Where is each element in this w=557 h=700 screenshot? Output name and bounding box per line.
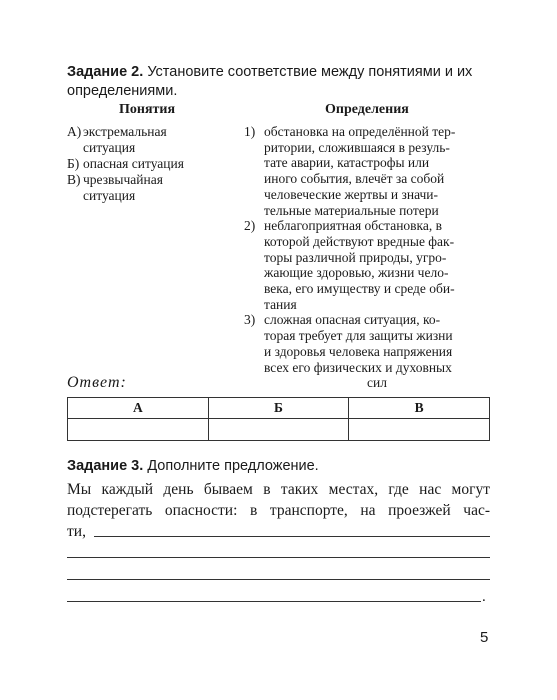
concept-item [67, 172, 242, 204]
definition-text: тате аварии, катастрофы или [264, 155, 430, 171]
definition-text: века, его имуществу и среде оби- [264, 281, 455, 297]
answer-line-3[interactable] [67, 579, 490, 580]
task-3-paragraph [67, 479, 490, 542]
answer-header-v: В [349, 398, 490, 419]
page-number: 5 [480, 629, 489, 646]
answer-header-a: А [68, 398, 209, 419]
paragraph-line: Мы каждый день бываем в таких местах, где нас могут [67, 481, 490, 498]
definitions-heading: Определения [325, 102, 409, 117]
concept-text: ситуация [83, 140, 136, 155]
definition-text: тельные материальные потери [264, 202, 439, 218]
concepts-heading: Понятия [119, 102, 176, 117]
concept-letter: А) [67, 124, 82, 139]
definition-number: 2) [244, 218, 256, 234]
task-3-heading [67, 457, 507, 476]
task-2-text-2: определениями. [67, 83, 178, 99]
answer-line-4[interactable] [67, 601, 481, 602]
concept-text: экстремальная [83, 124, 167, 139]
concept-text: ситуация [83, 188, 136, 203]
definition-number: 1) [244, 124, 256, 139]
definitions-list [244, 124, 490, 391]
definition-text: которой действуют вредные фак- [264, 233, 455, 249]
definition-item [244, 312, 490, 391]
concept-text: опасная ситуация [83, 156, 184, 171]
answer-header-b: Б [208, 398, 349, 419]
answer-label: Ответ: [67, 374, 127, 391]
task-3-label: Задание 3. [67, 458, 144, 474]
concept-item [67, 124, 242, 156]
definition-text: сложная опасная ситуация, ко- [264, 312, 441, 328]
answer-cell-b[interactable] [208, 419, 349, 441]
answer-cell-a[interactable] [68, 419, 209, 441]
answer-line-2[interactable] [67, 557, 490, 558]
definition-text: тания [264, 296, 297, 312]
concept-letter: Б) [67, 156, 80, 171]
task-2-text-1: Установите соответствие между понятиями и их [147, 64, 473, 80]
task-2-label: Задание 2. [67, 64, 144, 80]
definition-text: неблагоприятная обстановка, в [264, 218, 443, 234]
concept-text: чрезвычайная [83, 172, 163, 187]
definition-number: 3) [244, 312, 256, 328]
definition-text: всех его физических и духовных [264, 359, 452, 375]
concepts-list [67, 124, 242, 204]
definition-text: торы различной природы, угро- [264, 249, 447, 265]
paragraph-line: подстерегать опасности: в транспорте, на проезжей час- [67, 502, 490, 519]
answer-table [67, 397, 490, 441]
end-period: . [482, 589, 486, 605]
definition-item [244, 218, 490, 312]
task-2-heading [67, 63, 507, 101]
paragraph-line: ти, [67, 523, 86, 540]
answer-line-1[interactable] [94, 536, 490, 537]
definition-text: и здоровья человека напряжения [264, 343, 453, 359]
answer-cell-v[interactable] [349, 419, 490, 441]
answer-header-row [68, 398, 490, 419]
definition-text: человеческие жертвы и значи- [264, 186, 439, 202]
concept-letter: В) [67, 172, 81, 187]
answer-input-row [68, 419, 490, 441]
concept-item [67, 156, 242, 172]
definition-text: сил [367, 375, 387, 391]
definition-text: жающие здоровью, жизни чело- [264, 265, 449, 281]
definition-item [244, 124, 490, 218]
definition-text: обстановка на определённой тер- [264, 124, 456, 139]
definition-text: иного события, влечёт за собой [264, 171, 445, 187]
definition-text: ритории, сложившаяся в резуль- [264, 139, 450, 155]
definition-text: торая требует для защиты жизни [264, 328, 453, 344]
task-3-text: Дополните предложение. [147, 458, 319, 474]
